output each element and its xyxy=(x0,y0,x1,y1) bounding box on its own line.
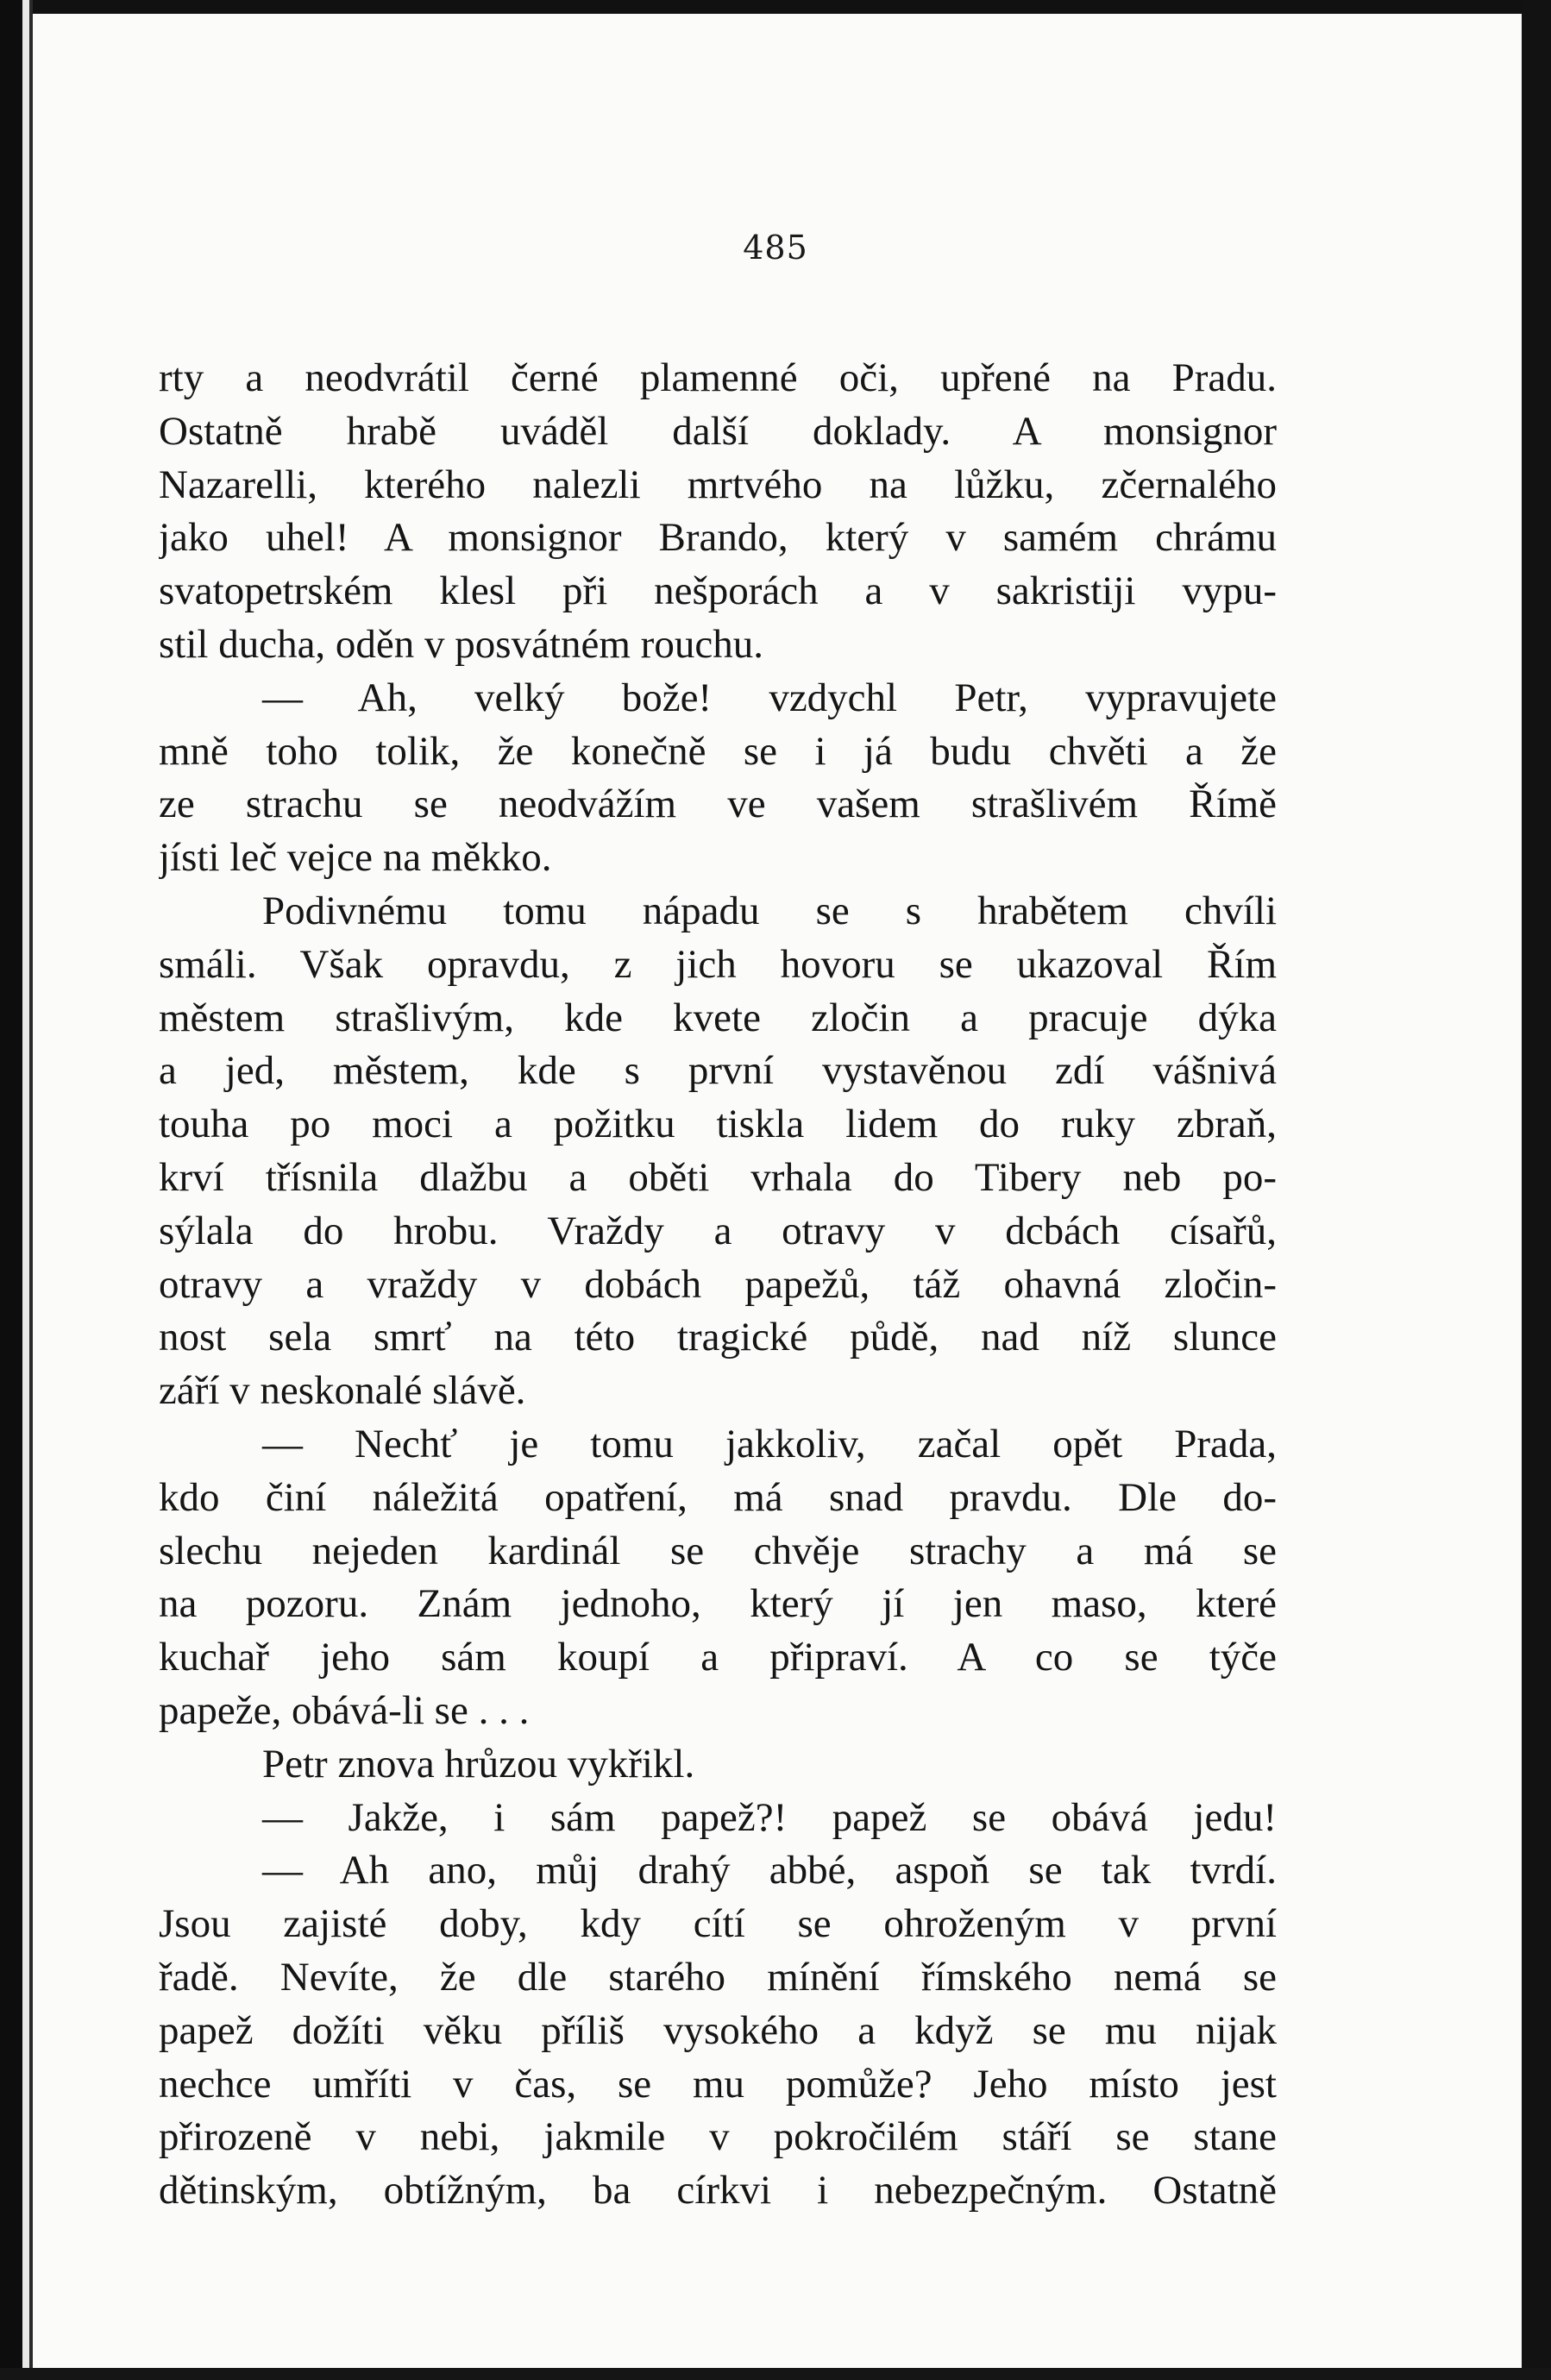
scan-edge-right xyxy=(1522,0,1551,2380)
scan-margin-left xyxy=(22,0,29,2380)
text-line: mně toho tolik, že konečně se i já budu chvěti a že xyxy=(159,728,1277,774)
text-line: stil ducha, oděn v posvátném rouchu. xyxy=(159,621,763,667)
text-line: ze strachu se neodvážím ve vašem strašlivém Římě xyxy=(159,782,1277,827)
text-line: a jed, městem, kde s první vystavěnou zdí vášnivá xyxy=(159,1048,1277,1094)
text-line: otravy a vraždy v dobách papežů, táž ohavná zločin- xyxy=(159,1261,1277,1307)
text-line: jísti leč vejce na měkko. xyxy=(159,835,552,881)
scan-edge-left xyxy=(0,0,22,2380)
scan-border-line xyxy=(29,0,33,2380)
text-line: svatopetrském klesl při nešporách a v sakristiji vypu- xyxy=(159,568,1277,614)
text-line: nechce umříti v čas, se mu pomůže? Jeho místo jest xyxy=(159,2061,1277,2107)
text-line: — Ah ano, můj drahý abbé, aspoň se tak tvrdí. xyxy=(262,1848,1277,1893)
text-line: Podivnému tomu nápadu se s hrabětem chvíli xyxy=(262,888,1277,933)
text-line: — Nechť je tomu jakkoliv, začal opět Prada, xyxy=(262,1421,1277,1466)
text-line: rty a neodvrátil černé plamenné oči, upřené na Pradu. xyxy=(159,355,1277,400)
text-line: sýlala do hrobu. Vraždy a otravy v dcbách císařů, xyxy=(159,1208,1277,1253)
text-line: kuchař jeho sám koupí a připraví. A co se týče xyxy=(159,1635,1277,1680)
text-line: řadě. Nevíte, že dle starého mínění římského nemá se xyxy=(159,1954,1277,2000)
page-number: 485 xyxy=(743,229,808,267)
text-line: — Jakže, i sám papež?! papež se obává jedu! xyxy=(262,1794,1277,1840)
text-line: září v neskonalé slávě. xyxy=(159,1368,526,1414)
text-line: smáli. Však opravdu, z jich hovoru se ukazoval Řím xyxy=(159,941,1277,987)
text-line: Nazarelli, kterého nalezli mrtvého na lůžku, zčernalého xyxy=(159,462,1277,507)
text-line: městem strašlivým, kde kvete zločin a pracuje dýka xyxy=(159,995,1277,1040)
text-line: jako uhel! A monsignor Brando, který v samém chrámu xyxy=(159,515,1277,561)
scan-edge-bottom xyxy=(0,2368,1551,2380)
text-line: — Ah, velký bože! vzdychl Petr, vypravujete xyxy=(262,675,1277,720)
text-line: papeže, obává-li se . . . xyxy=(159,1687,530,1733)
text-line: krví třísnila dlažbu a oběti vrhala do Tibery neb po- xyxy=(159,1154,1277,1200)
text-line: slechu nejeden kardinál se chvěje strachy a má se xyxy=(159,1528,1277,1573)
text-line: přirozeně v nebi, jakmile v pokročilém stáří se stane xyxy=(159,2114,1277,2160)
text-line: Ostatně hrabě uváděl další doklady. A monsignor xyxy=(159,408,1277,454)
text-line: nost sela smrť na této tragické půdě, nad níž slunce xyxy=(159,1315,1277,1360)
text-line: Petr znova hrůzou vykřikl. xyxy=(262,1741,695,1787)
text-line: papež dožíti věku příliš vysokého a když se mu nijak xyxy=(159,2007,1277,2053)
body-text xyxy=(159,352,1277,2218)
text-line: kdo činí náležitá opatření, má snad pravdu. Dle do- xyxy=(159,1474,1277,1520)
text-line: na pozoru. Znám jednoho, který jí jen maso, které xyxy=(159,1581,1277,1627)
text-line: touha po moci a požitku tiskla lidem do ruky zbraň, xyxy=(159,1102,1277,1147)
text-line: dětinským, obtížným, ba církvi i nebezpečným. Ostatně xyxy=(159,2168,1277,2214)
text-line: Jsou zajisté doby, kdy cítí se ohroženým v první xyxy=(159,1901,1277,1947)
scan-edge-top xyxy=(0,0,1551,14)
